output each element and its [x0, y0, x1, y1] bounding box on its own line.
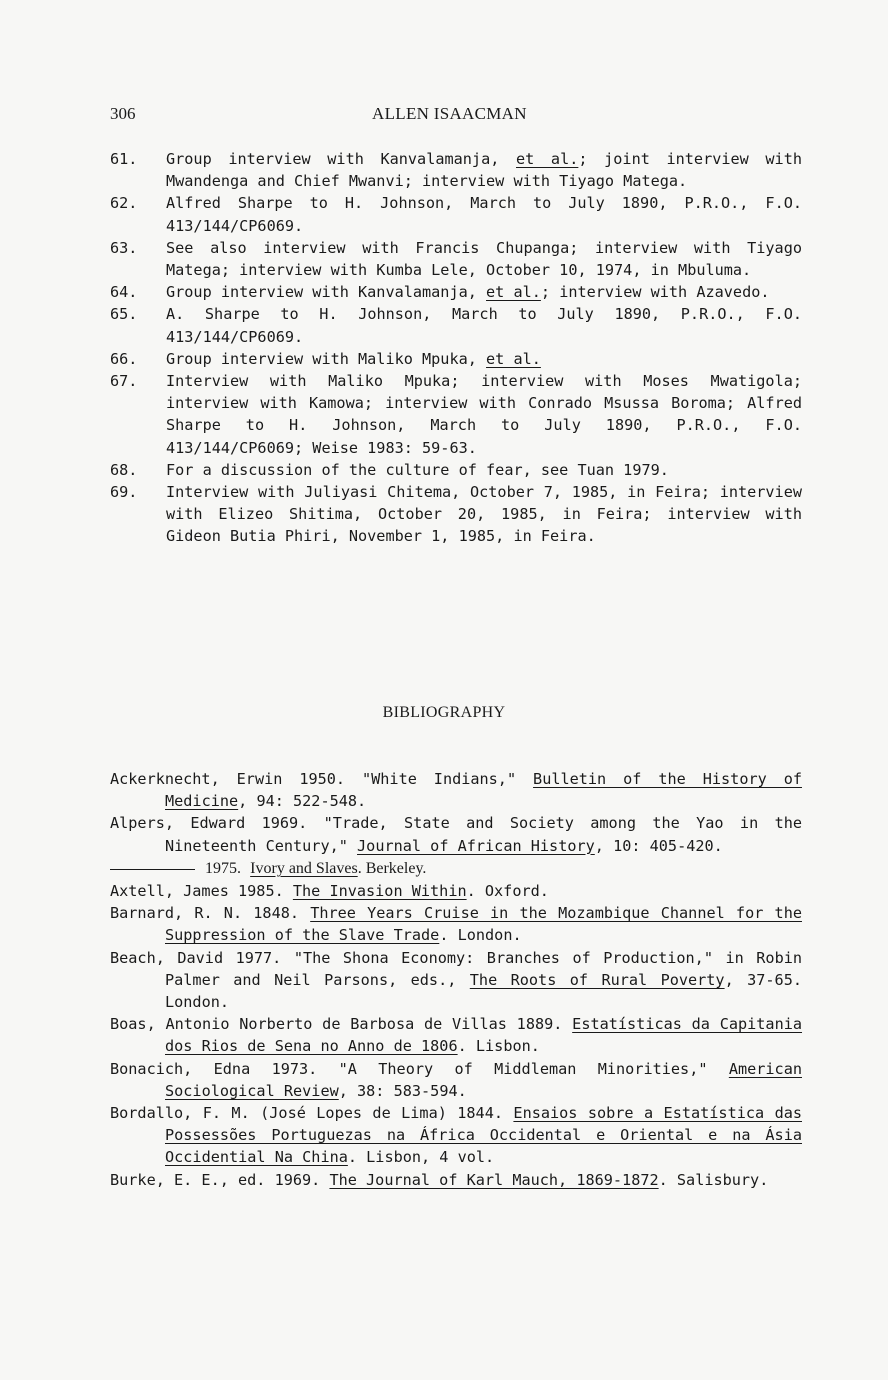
text-run: Burke, E. E., ed. 1969.: [110, 1170, 330, 1189]
endnote-text: [166, 148, 802, 192]
underlined-title: The Journal of Karl Mauch, 1869-1872: [329, 1170, 659, 1189]
endnote: [110, 303, 802, 347]
text-run: Axtell, James 1985.: [110, 882, 293, 901]
endnote: [110, 148, 802, 192]
bibliography-entry: [110, 1169, 802, 1191]
underlined-title: Ivory and Slaves: [250, 859, 358, 877]
endnote-number: 66.: [110, 349, 138, 368]
underlined-title: The Invasion Within: [292, 882, 467, 901]
endnote-text: [166, 237, 802, 281]
bibliography-entry: [110, 947, 802, 1014]
bibliography-list: [110, 768, 802, 1191]
text-run: , 37-65. London.: [165, 970, 802, 1012]
text-run: Bonacich, Edna 1973. "A Theory of Middleman Minorities,": [110, 1059, 729, 1078]
text-run: . Lisbon.: [457, 1037, 540, 1056]
text-run: , 38: 583-594.: [338, 1081, 467, 1100]
underlined-title: et al.: [486, 283, 541, 302]
endnote-text: [166, 348, 802, 370]
bibliography-entry: [110, 902, 802, 946]
endnote-number: 67.: [110, 372, 138, 391]
bibliography-entry: [110, 1102, 802, 1169]
endnote-number: 68.: [110, 460, 138, 479]
running-head: ALLEN ISAACMAN: [372, 104, 527, 123]
text-run: . London.: [439, 926, 522, 945]
text-run: Bordallo, F. M. (José Lopes de Lima) 1844.: [110, 1104, 514, 1123]
underlined-title: Bulletin of the History of Medicine: [165, 770, 802, 811]
text-run: ; joint interview with Mwandenga and Chief Mwanvi; interview with Tiyago Matega.: [166, 150, 802, 191]
endnote-text: [166, 370, 802, 459]
underlined-title: Estatísticas da Capitania dos Rios de Sena no Anno de 1806: [165, 1015, 803, 1056]
underlined-title: Journal of African History: [357, 836, 595, 855]
text-run: See also interview with Francis Chupanga; interview with Tiyago Matega; interview with Kumba Lele, October 10, 1974, in Mbuluma.: [166, 238, 802, 280]
endnote-number: 63.: [110, 238, 138, 257]
text-run: Barnard, R. N. 1848.: [110, 904, 311, 923]
page-number: 306: [110, 104, 136, 123]
underlined-title: Three Years Cruise in the Mozambique Channel for the Suppression of the Slave Trade: [165, 904, 802, 945]
text-run: Group interview with Kanvalamanja,: [166, 150, 516, 168]
endnote: [110, 281, 802, 303]
text-run: , 94: 522-548.: [238, 792, 367, 811]
endnote-number: 64.: [110, 283, 138, 302]
text-run: Interview with Maliko Mpuka; interview with Moses Mwatigola; interview with Kamowa; interview with Conrado Msussa Boroma; Alfred Sharpe to H. Johnson, March to July 1890, P.R.O., F.O. 413/144/CP6069; Weise 1983: 59-63.: [166, 372, 802, 457]
endnote-number: 69.: [110, 483, 138, 502]
bibliography-entry: [110, 1058, 802, 1102]
endnote: [110, 237, 802, 281]
endnote: [110, 192, 802, 236]
endnote-text: [166, 481, 802, 548]
endnote-text: [166, 459, 802, 481]
text-run: 1975.: [205, 859, 241, 877]
endnote: [110, 481, 802, 548]
text-run: [241, 859, 250, 877]
bibliography-heading: BIBLIOGRAPHY: [382, 704, 506, 721]
text-run: Boas, Antonio Norberto de Barbosa de Villas 1889.: [110, 1015, 573, 1034]
text-run: Group interview with Maliko Mpuka,: [166, 349, 487, 368]
page-header: [110, 104, 800, 128]
underlined-title: The Roots of Rural Poverty: [469, 970, 725, 989]
text-run: , 10: 405-420.: [594, 836, 723, 855]
endnotes-list: [110, 148, 802, 548]
underlined-title: Ensaios sobre a Estatística das Possessões Portuguezas na África Occidental e Oriental e na Ásia Occidential Na China: [165, 1104, 802, 1167]
text-run: Ackerknecht, Erwin 1950. "White Indians,": [110, 770, 534, 788]
endnote-number: 62.: [110, 194, 138, 213]
text-run: Group interview with Kanvalamanja,: [166, 283, 487, 302]
bibliography-entry: [110, 812, 802, 856]
bibliography-entry: [110, 880, 802, 902]
text-run: Alfred Sharpe to H. Johnson, March to July 1890, P.R.O., F.O. 413/144/CP6069.: [166, 194, 802, 235]
underlined-title: et al.: [516, 150, 579, 168]
text-run: Alpers, Edward 1969. "Trade, State and Society among the Yao in the Nineteenth Century,": [110, 814, 802, 855]
endnote-text: [166, 303, 802, 347]
endnote: [110, 459, 802, 481]
endnote: [110, 348, 802, 370]
text-run: Beach, David 1977. "The Shona Economy: Branches of Production," in Robin Palmer and Neil Parsons, eds.,: [110, 948, 802, 989]
endnote-text: [166, 281, 802, 303]
endnote: [110, 370, 802, 459]
bibliography-entry: [110, 1013, 802, 1057]
underlined-title: American Sociological Review: [165, 1059, 802, 1100]
text-run: . Berkeley.: [357, 859, 427, 877]
text-run: . Oxford.: [466, 882, 549, 901]
endnote-text: [166, 192, 802, 236]
text-run: Interview with Juliyasi Chitema, October 7, 1985, in Feira; interview with Elizeo Shitima, October 20, 1985, in Feira; interview with Gideon Butia Phiri, November 1, 1985, in Feira.: [166, 483, 802, 546]
ditto-rule: [110, 869, 195, 870]
text-run: For a discussion of the culture of fear, see Tuan 1979.: [166, 460, 669, 479]
endnote-number: 61.: [110, 150, 138, 168]
bibliography-entry: [110, 857, 802, 880]
endnote-number: 65.: [110, 305, 138, 324]
text-run: ; interview with Azavedo.: [540, 283, 770, 302]
bibliography-entry: [110, 768, 802, 812]
text-run: . Lisbon, 4 vol.: [347, 1148, 495, 1167]
text-run: A. Sharpe to H. Johnson, March to July 1890, P.R.O., F.O. 413/144/CP6069.: [166, 305, 802, 346]
underlined-title: et al.: [486, 349, 541, 368]
text-run: . Salisbury.: [658, 1170, 769, 1189]
